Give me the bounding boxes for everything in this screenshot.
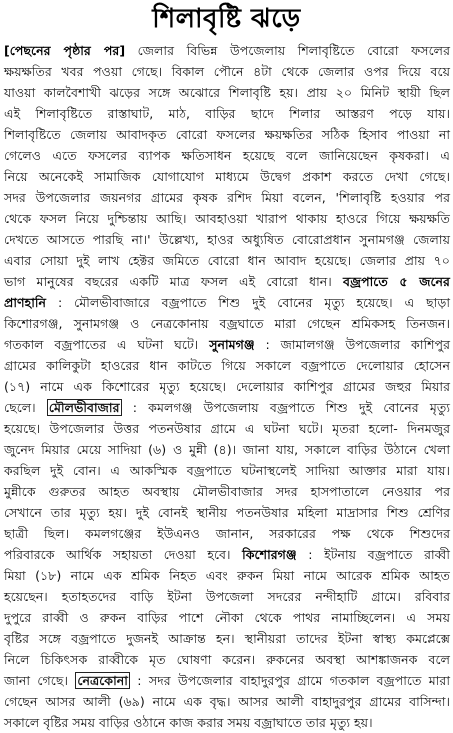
article-line bbox=[4, 649, 450, 670]
article-line bbox=[4, 271, 450, 292]
article-text: ক্ষয়ক্ষতির খবর পওয়া গেছে। বিকাল পৌনে ৪টা থেকে জেলার ওপর দিয়ে বয়ে bbox=[4, 64, 450, 79]
article-text: জানা গেছে। bbox=[4, 673, 76, 688]
article-line bbox=[4, 145, 450, 166]
article-line bbox=[4, 376, 450, 397]
article-line bbox=[4, 124, 450, 145]
article-text: এই শিলাবৃষ্টিতে রাস্তাঘাট, মাঠ, বাড়ির ছাদে শিলার আস্তরণ পড়ে যায়। bbox=[4, 106, 450, 121]
headline: শিলাবৃষ্টি ঝড়ে bbox=[152, 4, 301, 34]
article-text: নিয়ে অনেকেই সামাজিক যোগাযোগ মাধ্যমে উদ্বেগ প্রকাশ করতে দেখা গেছে। bbox=[4, 169, 450, 184]
article-text: শিলাবৃষ্টিতে জেলায় আবাদকৃত বোরো ফসলের ক্ষয়ক্ষতির সঠিক হিসাব পাওয়া না bbox=[4, 127, 450, 142]
section-kicker-boxed: নেত্রকোনা bbox=[77, 673, 128, 688]
article-text: এবার সোয়া দুই লাখ হেক্টর জমিতে বোরো ধান আবাদ হয়েছে। জেলার প্রায় ৭০ bbox=[4, 253, 450, 268]
article-text: : ইটনায় বজ্রপাতে রাব্বী bbox=[296, 547, 450, 562]
article-text: গ্রামের কালিকুটা হাওরের ধান কাটতে গিয়ে সকালে বজ্রপাতে দেলোয়ার হোসেন bbox=[4, 358, 450, 373]
article-line bbox=[4, 82, 450, 103]
article-line bbox=[4, 439, 450, 460]
article-text: ছাত্রী ছিল। কমলগঞ্জের ইউএনও জানান, সরকারের পক্ষ থেকে শিশুদের bbox=[4, 526, 450, 541]
article-text: থেকে ফসল নিয়ে দুশ্চিন্তায় আছি। আবহাওয়া খারাপ থাকায় হাওরে গিয়ে ক্ষয়ক্ষতি bbox=[4, 211, 450, 226]
article-text: জুনেদ মিয়ার মেয়ে সাদিয়া (৬) ও মুন্নী (৪)। জানা যায়, সকালে বাড়ির উঠানে খেলা bbox=[4, 442, 450, 457]
article-line bbox=[4, 691, 450, 712]
article-text: বৃষ্টির সঙ্গে বজ্রপাতে দুজনই আক্রান্ত হন। স্থানীয়রা তাদের ইটনা স্বাস্থ্য কমপ্লেক্সে bbox=[4, 631, 450, 646]
article-line bbox=[4, 292, 450, 313]
article-text: দুপুরে রাব্বী ও রুকন বাড়ির পাশে নৌকা থেকে পাথর নামাচ্ছিলেন। এ সময় bbox=[4, 610, 450, 625]
article-line bbox=[4, 565, 450, 586]
article-line bbox=[4, 355, 450, 376]
article-text: জেলার বিভিন্ন উপজেলায় শিলাবৃষ্টিতে বোরো ফসলের bbox=[125, 43, 450, 58]
article-text: সেখানে তার মৃত্যু হয়। দুই বোনই স্থানীয় পতনউষার মহিলা মাদ্রাসার শিশু শ্রেণির bbox=[4, 505, 450, 520]
article-line bbox=[4, 460, 450, 481]
article-text: হয়েছেন। হতাহতদের বাড়ি ইটনা উপজেলা সদরের নন্দীহাটি গ্রামে। রবিবার bbox=[4, 589, 450, 604]
article-line bbox=[4, 544, 450, 565]
article-line bbox=[4, 523, 450, 544]
article-text: (১৭) নামে এক কিশোরের মৃত্যু হয়েছে। দেলোয়ার কাশিপুর গ্রামের জহুর মিয়ার bbox=[4, 379, 450, 394]
section-kicker-boxed: মৌলভীবাজার bbox=[48, 400, 120, 415]
article-line bbox=[4, 166, 450, 187]
section-kicker: সুনামগঞ্জ bbox=[209, 337, 255, 352]
article-text: মিয়া (১৮) নামে এক শ্রমিক নিহত এবং রুকন মিয়া নামে আরেক শ্রমিক আহত bbox=[4, 568, 450, 583]
article-text: : মৌলভীবাজারে বজ্রপাতে শিশু দুই বোনের মৃত্যু হয়েছে। এ ছাড়া bbox=[46, 295, 450, 310]
section-kicker: বজ্রপাতে ৫ জনের bbox=[343, 274, 450, 289]
article-line bbox=[4, 607, 450, 628]
section-kicker: [পেছনের পৃষ্ঠার পর] bbox=[4, 43, 126, 58]
article-text: ভাগ মানুষের বছরের একটি মাত্র ফসল এই বোরো ধান। bbox=[4, 274, 344, 289]
article-text: গেছেন আসর আলী (৬৯) নামে এক বৃদ্ধ। আসর আলী বাহাদুরপুর গ্রামের বাসিন্দা। bbox=[4, 694, 450, 709]
article-text: গেলেও এতে ফসলের ব্যাপক ক্ষতিসাধন হয়েছে বলে জানিয়েছেন কৃষকরা। এ bbox=[4, 148, 450, 163]
article-line bbox=[4, 103, 450, 124]
article-line bbox=[4, 712, 450, 733]
article-line bbox=[4, 481, 450, 502]
article-text: : কমলগঞ্জ উপজেলায় বজ্রপাতে শিশু দুই বোনের মৃত্যু bbox=[121, 400, 450, 415]
article-text: যাওয়া কালবৈশাখী ঝড়ের সঙ্গে অঝোরে শিলাবৃষ্টি হয়। প্রায় ২০ মিনিট স্থায়ী ছিল bbox=[4, 85, 450, 100]
article-text: : সদর উপজেলার বাহাদুরপুর গ্রামে গতকাল বজ্রপাতে মারা bbox=[129, 673, 450, 688]
article-text: ছেলে। bbox=[4, 400, 47, 415]
article-line bbox=[4, 418, 450, 439]
article-text: নিলে চিকিৎসক রাব্বীকে মৃত ঘোষণা করেন। রুকনের অবস্থা আশঙ্কাজনক বলে bbox=[4, 652, 450, 667]
article-line bbox=[4, 313, 450, 334]
article-line bbox=[4, 229, 450, 250]
article-text: সদর উপজেলার জয়নগর গ্রামের কৃষক রশিদ মিয়া বলেন, 'শিলাবৃষ্টি হওয়ার পর bbox=[4, 190, 450, 205]
article-line bbox=[4, 61, 450, 82]
article-line bbox=[4, 208, 450, 229]
article-line bbox=[4, 502, 450, 523]
article-line bbox=[4, 40, 450, 61]
article-text: হয়েছে। উপজেলার উত্তর পতনউষার গ্রামে এ ঘটনা ঘটে। মৃতরা হলো- দিনমজুর bbox=[4, 421, 450, 436]
section-kicker: কিশোরগঞ্জ bbox=[242, 547, 297, 562]
article-line bbox=[4, 187, 450, 208]
article-line bbox=[4, 250, 450, 271]
article-text: পরিবারকে আর্থিক সহায়তা দেওয়া হবে। bbox=[4, 547, 243, 562]
article-text: : জামালগঞ্জ উপজেলার কাশিপুর bbox=[254, 337, 450, 352]
section-kicker: প্রাণহানি bbox=[4, 295, 47, 310]
article-text: গতকাল বজ্রপাতের এ ঘটনা ঘটে। bbox=[4, 337, 210, 352]
article-text: সকালে বৃষ্টির সময় বাড়ির ওঠানে কাজ করার সময় বজ্রাঘাতে তার মৃত্যু হয়। bbox=[4, 715, 373, 730]
article-text: কিশোরগঞ্জ, সুনামগঞ্জ ও নেত্রকোনায় বজ্রঘাতে মারা গেছেন শ্রমিকসহ তিনজন। bbox=[4, 316, 450, 331]
article-line bbox=[4, 586, 450, 607]
article-text: করছিল দুই বোন। এ আকস্মিক বজ্রপাতে ঘটনাস্থলেই সাদিয়া আক্তার মারা যায়। bbox=[4, 463, 450, 478]
article-text: দেখতে আসতে পারছি না।' উল্লেখ্য, হাওর অধ্যুষিত বোরোপ্রধান সুনামগঞ্জ জেলায় bbox=[4, 232, 450, 247]
article-line bbox=[4, 628, 450, 649]
article-text: মুন্নীকে গুরুতর আহত অবস্থায় মৌলভীবাজার সদর হাসপাতালে নেওয়ার পর bbox=[4, 484, 450, 499]
article-body bbox=[4, 40, 450, 730]
article-line bbox=[4, 334, 450, 355]
article-line bbox=[4, 397, 450, 418]
article-line bbox=[4, 670, 450, 691]
